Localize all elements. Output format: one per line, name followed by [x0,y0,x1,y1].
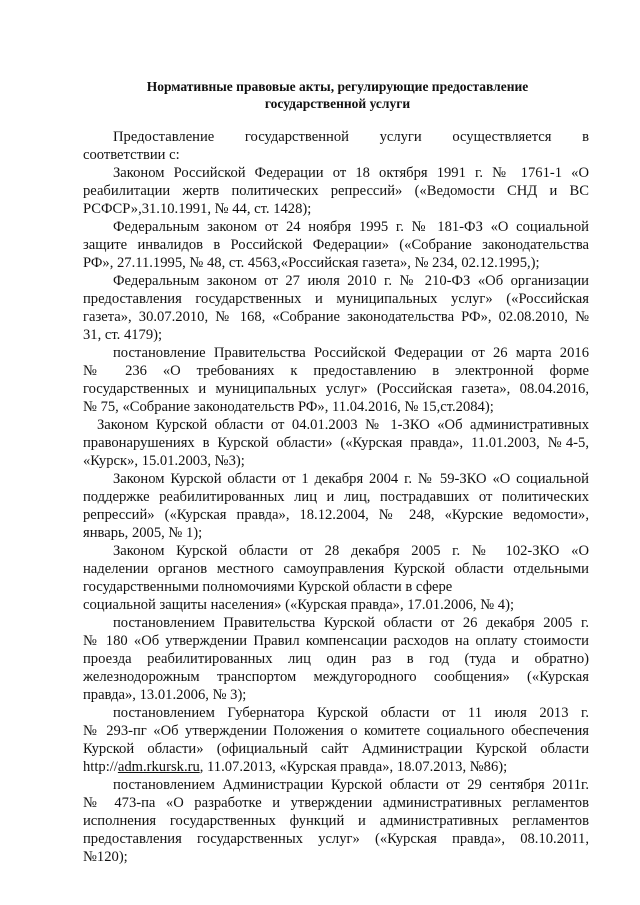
text-line: «Курск», 15.01.2003, №3); [83,453,245,469]
title-line-2: государственной услуги [264,96,411,111]
title-line-1: Нормативные правовые акты, регулирующие предоставление [146,79,529,94]
text-line: репрессий» («Курская правда», 18.12.2004, № 248, «Курские ведомости», [83,507,589,523]
text-line: январь, 2005, № 1); [83,525,203,541]
text-line: Федеральным законом от 24 ноября 1995 г. № 181-ФЗ «О социальной [113,219,589,235]
text-line [83,758,589,776]
text-line: 31, ст. 4179); [83,327,163,343]
text-line: № 236 «О требованиях к предоставлению в электронной форме [83,363,589,379]
text-line: предоставления государственных услуг» («Курская правда», 08.10.2011, [83,831,589,847]
text-line: защите инвалидов в Российской Федерации» («Собрание законодательства [83,237,589,253]
text-line: Предоставление государственной услуги осуществляется в [113,129,589,145]
text-line: соответствии с: [83,147,180,163]
text-line: государственными полномочиями Курской области в сфере [83,579,453,595]
text-line: №120); [83,849,128,865]
text-line: РФ», 27.11.1995, № 48, ст. 4563,«Российская газета», № 234, 02.12.1995,); [83,255,540,271]
text-line: Законом Российской Федерации от 18 октября 1991 г. № 1761-1 «О [113,165,589,181]
text-line: наделении органов местного самоуправления Курской области отдельными [83,561,589,577]
document-title [60,78,615,112]
text-line: постановлением Администрации Курской области от 29 сентября 2011г. [113,777,589,793]
text-line: постановление Правительства Российской Федерации от 26 марта 2016 [113,345,589,361]
text-line: № 75, «Собрание законодательств РФ», 11.04.2016, № 15,ст.2084); [83,399,494,415]
text-line: проезда реабилитированных лиц один раз в год (туда и обратно) [83,651,589,667]
text-line: правонарушениях в Курской области» («Курская правда», 11.01.2003, №4-5, [83,435,589,451]
text-line: социальной защиты населения» («Курская правда», 17.01.2006, № 4); [83,597,515,613]
text-line: № 180 «Об утверждении Правил компенсации расходов на оплату стоимости [83,633,589,649]
text-line: железнодорожным транспортом междугородного сообщения» («Курская [83,669,589,685]
document-body [83,128,589,866]
text-line: газета», 30.07.2010, № 168, «Собрание законодательства РФ», 02.08.2010, № [83,309,589,325]
text-line: исполнения государственных функций и административных регламентов [83,813,589,829]
text-line: Законом Курской области от 04.01.2003 № 1-ЗКО «Об административных [97,417,589,433]
website-link[interactable]: adm.rkursk.ru [117,759,200,775]
text-line: предоставления государственных и муниципальных услуг» («Российская [83,291,589,307]
text-line: Законом Курской области от 1 декабря 2004 г. № 59-ЗКО «О социальной [113,471,589,487]
text-line: Федеральным законом от 27 июля 2010 г. № 210-ФЗ «Об организации [113,273,589,289]
text-line: Законом Курской области от 28 декабря 2005 г. № 102-ЗКО «О [113,543,589,559]
text-line: поддержке реабилитированных лиц и лиц, пострадавших от политических [83,489,589,505]
text-line: государственных и муниципальных услуг» (Российская газета», 08.04.2016, [83,381,589,397]
url-suffix: , 11.07.2013, «Курская правда», 18.07.2013, №86); [199,759,508,775]
text-line: правда», 13.01.2006, № 3); [83,687,247,703]
text-line: постановлением Правительства Курской области от 26 декабря 2005 г. [113,615,589,631]
url-prefix: http:// [83,759,118,775]
text-line: РСФСР»,31.10.1991, № 44, ст. 1428); [83,201,312,217]
text-line: постановлением Губернатора Курской области от 11 июля 2013 г. [113,705,589,721]
text-line: Курской области» (официальный сайт Администрации Курской области [83,741,589,757]
text-line: реабилитации жертв политических репрессий» («Ведомости СНД и ВС [83,183,589,199]
text-line: № 293-пг «Об утверждении Положения о комитете социального обеспечения [83,723,589,739]
text-line: № 473-па «О разработке и утверждении административных регламентов [83,795,589,811]
